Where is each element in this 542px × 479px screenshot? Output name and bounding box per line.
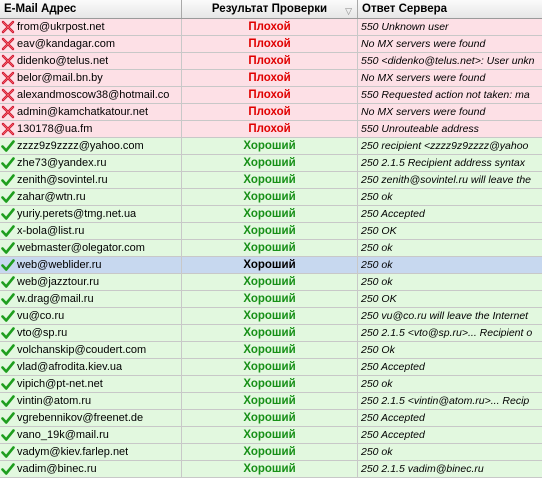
result-cell: Хороший — [182, 427, 358, 443]
green-check-icon — [1, 343, 15, 357]
table-row[interactable] — [0, 444, 542, 461]
table-row[interactable] — [0, 206, 542, 223]
green-check-icon — [1, 360, 15, 374]
result-cell: Плохой — [182, 36, 358, 52]
table-row[interactable] — [0, 121, 542, 138]
red-cross-icon — [1, 20, 15, 34]
email-cell — [0, 257, 182, 273]
response-cell: 550 <didenko@telus.net>: User unkn — [361, 55, 535, 67]
green-check-icon — [1, 207, 15, 221]
email-cell — [0, 206, 182, 222]
green-check-icon — [1, 275, 15, 289]
email-cell — [0, 342, 182, 358]
table-row[interactable] — [0, 87, 542, 104]
email-cell — [0, 223, 182, 239]
column-header-response[interactable]: Ответ Сервера — [362, 3, 448, 15]
table-row[interactable] — [0, 70, 542, 87]
green-check-icon — [1, 411, 15, 425]
result-cell: Хороший — [182, 461, 358, 477]
green-check-icon — [1, 173, 15, 187]
email-cell — [0, 427, 182, 443]
response-cell: 250 2.1.5 <vto@sp.ru>... Recipient o — [361, 327, 533, 339]
green-check-icon — [1, 241, 15, 255]
table-row[interactable] — [0, 19, 542, 36]
result-cell: Плохой — [182, 53, 358, 69]
email-cell — [0, 87, 182, 103]
green-check-icon — [1, 139, 15, 153]
column-header-result-label: Результат Проверки — [211, 3, 328, 15]
email-cell — [0, 70, 182, 86]
table-row[interactable] — [0, 240, 542, 257]
result-cell: Хороший — [182, 189, 358, 205]
email-address: vipich@pt-net.net — [17, 378, 103, 390]
result-cell: Хороший — [182, 308, 358, 324]
red-cross-icon — [1, 54, 15, 68]
email-address: zzzz9z9zzzz@yahoo.com — [17, 140, 144, 152]
table-row[interactable] — [0, 223, 542, 240]
column-header-email[interactable]: E-Mail Адрес — [0, 0, 182, 18]
email-address: admin@kamchatkatour.net — [17, 106, 149, 118]
email-cell — [0, 189, 182, 205]
response-cell: 250 2.1.5 Recipient address syntax — [361, 157, 526, 169]
email-cell — [0, 308, 182, 324]
response-cell: 250 Accepted — [361, 412, 425, 424]
email-cell — [0, 155, 182, 171]
table-row[interactable] — [0, 359, 542, 376]
email-cell — [0, 138, 182, 154]
email-address: x-bola@list.ru — [17, 225, 85, 237]
result-cell: Хороший — [182, 359, 358, 375]
red-cross-icon — [1, 37, 15, 51]
email-cell — [0, 53, 182, 69]
table-row[interactable] — [0, 308, 542, 325]
table-row[interactable] — [0, 189, 542, 206]
response-cell: 250 recipient <zzzz9z9zzzz@yahoo — [361, 140, 529, 152]
response-cell: 550 Requested action not taken: ma — [361, 89, 530, 101]
response-cell: 250 ok — [361, 446, 393, 458]
response-cell: 250 Ok — [361, 344, 395, 356]
green-check-icon — [1, 309, 15, 323]
result-cell: Хороший — [182, 257, 358, 273]
green-check-icon — [1, 428, 15, 442]
grid-rows — [0, 19, 542, 478]
response-cell: 250 ok — [361, 259, 393, 271]
email-address: belor@mail.bn.by — [17, 72, 103, 84]
result-cell: Плохой — [182, 121, 358, 137]
result-cell: Хороший — [182, 291, 358, 307]
email-address: vgrebennikov@freenet.de — [17, 412, 144, 424]
response-cell: 250 OK — [361, 225, 397, 237]
table-row[interactable] — [0, 53, 542, 70]
response-cell: 250 zenith@sovintel.ru will leave the — [361, 174, 531, 186]
result-cell: Хороший — [182, 172, 358, 188]
email-cell — [0, 172, 182, 188]
email-address: vadim@binec.ru — [17, 463, 97, 475]
response-cell: No MX servers were found — [361, 106, 486, 118]
email-address: web@weblider.ru — [17, 259, 102, 271]
email-address: didenko@telus.net — [17, 55, 109, 67]
email-address: webmaster@olegator.com — [17, 242, 145, 254]
green-check-icon — [1, 258, 15, 272]
result-cell: Хороший — [182, 274, 358, 290]
result-cell: Плохой — [182, 70, 358, 86]
email-address: zenith@sovintel.ru — [17, 174, 108, 186]
email-address: zahar@wtn.ru — [17, 191, 86, 203]
email-address: vlad@afrodita.kiev.ua — [17, 361, 123, 373]
table-row[interactable] — [0, 172, 542, 189]
email-cell — [0, 376, 182, 392]
column-header-result[interactable] — [182, 0, 358, 18]
green-check-icon — [1, 292, 15, 306]
table-row[interactable] — [0, 410, 542, 427]
email-cell — [0, 121, 182, 137]
email-address: eav@kandagar.com — [17, 38, 116, 50]
response-cell: 250 2.1.5 <vintin@atom.ru>... Recip — [361, 395, 530, 407]
grid-header — [0, 0, 542, 19]
email-address: w.drag@mail.ru — [17, 293, 94, 305]
result-cell: Хороший — [182, 325, 358, 341]
email-cell — [0, 19, 182, 35]
email-cell — [0, 359, 182, 375]
email-address: zhe73@yandex.ru — [17, 157, 107, 169]
red-cross-icon — [1, 88, 15, 102]
email-cell — [0, 104, 182, 120]
table-row[interactable] — [0, 274, 542, 291]
email-cell — [0, 325, 182, 341]
table-row[interactable] — [0, 36, 542, 53]
table-row[interactable] — [0, 138, 542, 155]
result-cell: Хороший — [182, 240, 358, 256]
response-cell: 550 Unrouteable address — [361, 123, 479, 135]
result-cell: Хороший — [182, 393, 358, 409]
table-row[interactable] — [0, 393, 542, 410]
response-cell: No MX servers were found — [361, 38, 486, 50]
response-cell: 250 ok — [361, 191, 393, 203]
email-cell — [0, 461, 182, 477]
email-address: volchanskip@coudert.com — [17, 344, 147, 356]
response-cell: 250 vu@co.ru will leave the Internet — [361, 310, 529, 322]
red-cross-icon — [1, 71, 15, 85]
table-row[interactable] — [0, 461, 542, 478]
email-address: vto@sp.ru — [17, 327, 68, 339]
table-row[interactable] — [0, 342, 542, 359]
response-cell: 250 ok — [361, 276, 393, 288]
email-address: vu@co.ru — [17, 310, 65, 322]
green-check-icon — [1, 326, 15, 340]
green-check-icon — [1, 462, 15, 476]
result-cell: Хороший — [182, 206, 358, 222]
email-cell — [0, 410, 182, 426]
sort-arrow-icon: ▽ — [345, 6, 352, 16]
table-row[interactable] — [0, 427, 542, 444]
email-cell — [0, 444, 182, 460]
result-cell: Плохой — [182, 87, 358, 103]
email-cell — [0, 291, 182, 307]
email-cell — [0, 393, 182, 409]
table-row[interactable] — [0, 325, 542, 342]
result-cell: Хороший — [182, 376, 358, 392]
green-check-icon — [1, 190, 15, 204]
table-row[interactable] — [0, 104, 542, 121]
green-check-icon — [1, 445, 15, 459]
response-cell: 250 2.1.5 vadim@binec.ru — [361, 463, 484, 475]
email-cell — [0, 36, 182, 52]
email-address: alexandmoscow38@hotmail.co — [17, 89, 170, 101]
result-cell: Хороший — [182, 138, 358, 154]
response-cell: 250 Accepted — [361, 429, 425, 441]
email-address: vano_19k@mail.ru — [17, 429, 109, 441]
email-address: yuriy.perets@tmg.net.ua — [17, 208, 137, 220]
email-address: web@jazztour.ru — [17, 276, 100, 288]
email-cell — [0, 274, 182, 290]
result-cell: Хороший — [182, 223, 358, 239]
response-cell: 250 ok — [361, 242, 393, 254]
green-check-icon — [1, 377, 15, 391]
response-cell: 250 ok — [361, 378, 393, 390]
email-address: vintin@atom.ru — [17, 395, 92, 407]
email-cell — [0, 240, 182, 256]
result-cell: Хороший — [182, 444, 358, 460]
email-address: vadym@kiev.farlep.net — [17, 446, 129, 458]
red-cross-icon — [1, 105, 15, 119]
result-cell: Плохой — [182, 19, 358, 35]
green-check-icon — [1, 394, 15, 408]
email-address: from@ukrpost.net — [17, 21, 105, 33]
table-row[interactable] — [0, 257, 542, 274]
green-check-icon — [1, 224, 15, 238]
green-check-icon — [1, 156, 15, 170]
response-cell: No MX servers were found — [361, 72, 486, 84]
response-cell: 250 OK — [361, 293, 397, 305]
table-row[interactable] — [0, 376, 542, 393]
result-cell: Хороший — [182, 155, 358, 171]
result-cell: Хороший — [182, 342, 358, 358]
table-row[interactable] — [0, 291, 542, 308]
red-cross-icon — [1, 122, 15, 136]
response-cell: 250 Accepted — [361, 361, 425, 373]
response-cell: 250 Accepted — [361, 208, 425, 220]
response-cell: 550 Unknown user — [361, 21, 449, 33]
result-cell: Плохой — [182, 104, 358, 120]
table-row[interactable] — [0, 155, 542, 172]
result-cell: Хороший — [182, 410, 358, 426]
email-address: 130178@ua.fm — [17, 123, 93, 135]
